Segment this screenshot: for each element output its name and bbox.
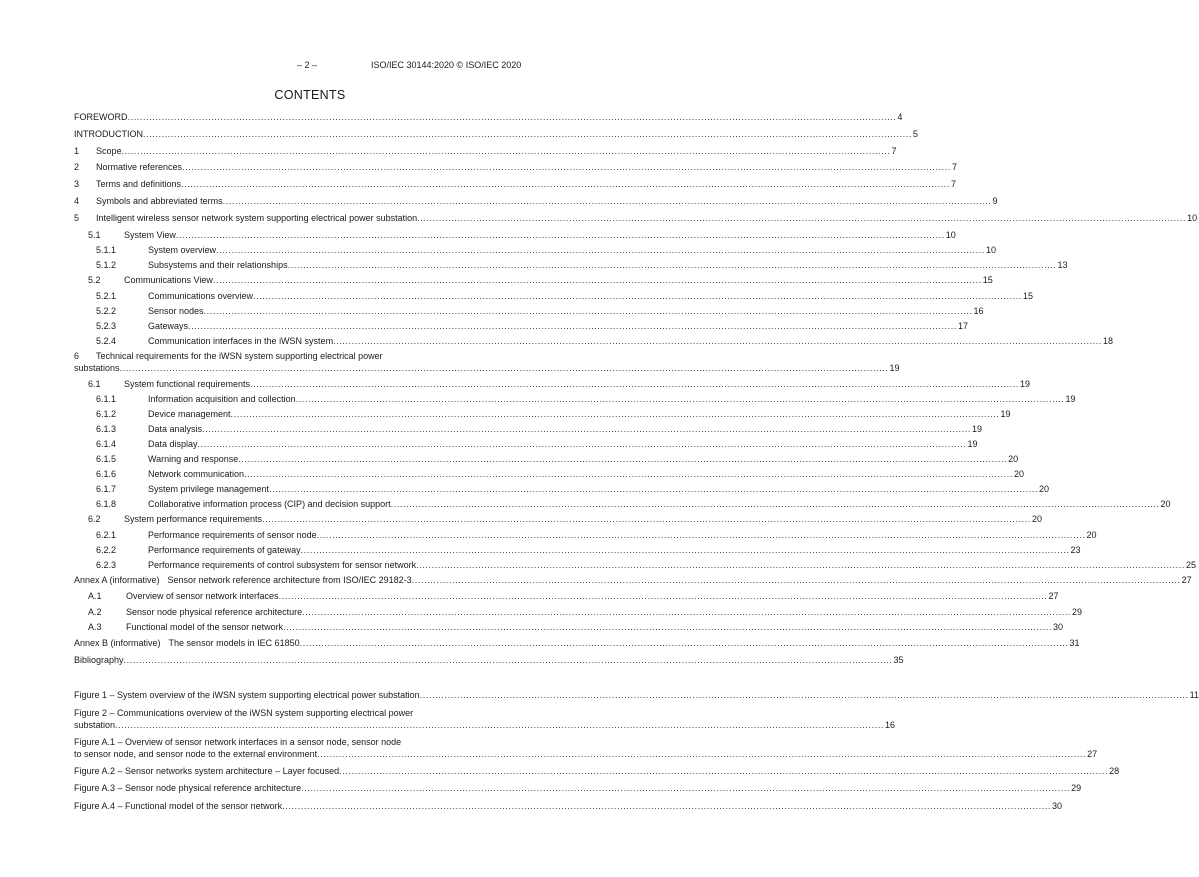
toc-entry-page: 17 xyxy=(957,320,968,331)
toc-entry-page: 19 xyxy=(1000,409,1011,420)
figure-entry-line: Figure 2 – Communications overview of the iWSN system supporting electrical power xyxy=(74,707,414,718)
dot-leader xyxy=(204,306,973,317)
dot-leader xyxy=(181,179,950,190)
toc-entry-title: Performance requirements of sensor node xyxy=(148,529,317,540)
toc-entry[interactable] xyxy=(74,145,897,163)
figure-entry[interactable] xyxy=(74,707,895,737)
figure-entry[interactable] xyxy=(74,690,1199,708)
dot-leader xyxy=(301,783,1070,794)
dot-leader xyxy=(333,336,1102,347)
toc-entry-number: 6.1.7 xyxy=(96,484,117,495)
toc-entry[interactable] xyxy=(74,454,1019,469)
dot-leader xyxy=(231,409,1000,420)
dot-leader xyxy=(391,499,1160,510)
toc-entry[interactable] xyxy=(74,654,904,672)
toc-entry-page: 4 xyxy=(897,112,903,122)
toc-entry[interactable] xyxy=(74,320,968,336)
toc-entry[interactable] xyxy=(74,394,1076,409)
dot-leader xyxy=(301,545,1070,556)
toc-entry[interactable] xyxy=(74,424,982,439)
dot-leader xyxy=(244,469,1013,480)
dot-leader xyxy=(253,291,1022,302)
toc-entry-page: 10 xyxy=(945,229,956,240)
dot-leader xyxy=(317,530,1086,541)
dot-leader xyxy=(417,213,1186,224)
toc-entry-page: 19 xyxy=(889,362,900,373)
toc-entry-page: 28 xyxy=(1109,765,1120,776)
toc-entry-page: 19 xyxy=(967,439,978,450)
toc-entry-title: System privilege management xyxy=(148,484,270,495)
dot-leader xyxy=(115,720,884,731)
toc-entry-page: 20 xyxy=(1038,484,1049,495)
toc-entry-page: 7 xyxy=(950,179,956,190)
toc-entry-title: substations xyxy=(74,362,120,373)
toc-entry-title: Communications View xyxy=(124,275,213,286)
toc-entry-page: 11 xyxy=(1189,690,1199,700)
dot-leader xyxy=(262,514,1031,525)
toc-entry-number: Annex B (informative) xyxy=(74,637,161,648)
toc-entry-page: 30 xyxy=(1053,622,1064,633)
toc-entry-line xyxy=(74,351,546,363)
toc-entry-number: Annex A (informative) xyxy=(74,574,160,585)
dot-leader xyxy=(279,591,1048,602)
page-title: CONTENTS xyxy=(274,88,346,102)
toc-entry-title: System overview xyxy=(148,245,217,256)
toc-entry-page: 27 xyxy=(1048,591,1059,602)
toc-entry-title: substation xyxy=(74,719,116,730)
toc-entry[interactable] xyxy=(74,409,1011,424)
toc-entry-page: 13 xyxy=(1057,260,1068,271)
toc-entry-page: 31 xyxy=(1069,637,1080,648)
toc-entry[interactable] xyxy=(74,112,903,129)
toc-entry-page: 20 xyxy=(1086,529,1097,540)
page-number: – 2 – xyxy=(297,60,318,70)
toc-entry-page: 23 xyxy=(1070,544,1081,555)
toc-entry-number: 5.1.1 xyxy=(96,245,117,256)
toc-entry-title: Data analysis xyxy=(148,424,203,435)
toc-entry-page: 27 xyxy=(1181,574,1192,585)
toc-entry-title: Information acquisition and collection xyxy=(148,394,296,405)
toc-entry-number: A.2 xyxy=(88,606,102,617)
toc-entry[interactable] xyxy=(74,514,1042,530)
toc-entry-title: Bibliography xyxy=(74,654,124,665)
toc-entry-title: Figure A.2 – Sensor networks system architecture – Layer focused xyxy=(74,765,340,776)
toc-entry-number: 6.1.5 xyxy=(96,454,117,465)
dot-leader xyxy=(420,690,1189,701)
toc-entry-number: 6.1.4 xyxy=(96,439,117,450)
toc-entry-title: Technical requirements for the iWSN system supporting electrical power xyxy=(96,350,383,361)
toc-entry-page: 7 xyxy=(891,145,897,156)
toc-entry-page: 29 xyxy=(1072,606,1083,617)
toc-entry[interactable] xyxy=(74,559,1197,575)
toc-entry-title: Sensor nodes xyxy=(148,305,204,316)
toc-entry-number: A.3 xyxy=(88,622,102,633)
toc-entry-title: Symbols and abbreviated terms xyxy=(96,195,223,206)
toc-entry-page: 15 xyxy=(982,275,993,286)
toc-entry-title: Gateways xyxy=(148,320,189,331)
figure-entry-line xyxy=(74,719,895,737)
toc-entry-title: Performance requirements of control subsystem for sensor network xyxy=(148,559,417,570)
dot-leader xyxy=(176,230,945,241)
dot-leader xyxy=(182,162,951,173)
toc-entry-number: 6.1.6 xyxy=(96,469,117,480)
toc-entry-page: 10 xyxy=(1187,212,1198,223)
toc-entry-number: 1 xyxy=(74,145,80,156)
toc-entry[interactable] xyxy=(74,260,1068,275)
toc-entry-title: Device management xyxy=(148,409,231,420)
toc-entry-title: Communications overview xyxy=(148,290,254,301)
toc-entry-number: 6.2.2 xyxy=(96,544,117,555)
toc-entry[interactable] xyxy=(74,637,1080,655)
toc-entry-title: Collaborative information process (CIP) and decision support xyxy=(148,499,391,510)
dot-leader xyxy=(124,655,893,666)
toc-entry[interactable] xyxy=(74,179,956,196)
toc-entry-page: 20 xyxy=(1013,469,1024,480)
toc-entry[interactable] xyxy=(74,529,1097,545)
toc-entry-page: 20 xyxy=(1031,514,1042,525)
toc-entry-title: The sensor models in IEC 61850 xyxy=(168,637,300,648)
dot-leader xyxy=(269,484,1038,495)
toc-entry[interactable] xyxy=(74,544,1081,560)
toc-entry[interactable] xyxy=(74,195,998,213)
toc-entry-page: 30 xyxy=(1052,800,1063,811)
toc-entry-title: Scope xyxy=(96,145,122,156)
dot-leader xyxy=(416,560,1185,571)
dot-leader xyxy=(317,749,1086,760)
toc-entry-number: 6.1.8 xyxy=(96,499,117,510)
toc-entry-title: Sensor node physical reference architecture xyxy=(126,606,303,617)
dot-leader xyxy=(223,196,992,207)
figure-entry[interactable] xyxy=(74,800,1063,819)
toc-entry-title: Warning and response xyxy=(148,454,239,465)
dot-leader xyxy=(339,766,1108,777)
toc-entry-number: 5.2.4 xyxy=(96,335,117,346)
list-of-figures xyxy=(74,690,1199,818)
toc-entry-page: 35 xyxy=(893,654,904,665)
table-of-contents xyxy=(74,112,1198,671)
dot-leader xyxy=(412,575,1181,586)
toc-entry-page: 19 xyxy=(971,424,982,435)
figure-entry[interactable] xyxy=(74,736,1098,766)
toc-entry[interactable] xyxy=(74,229,956,246)
toc-entry[interactable] xyxy=(74,378,1030,395)
toc-entry-title: Sensor network reference architecture from ISO/IEC 29182-3 xyxy=(167,574,412,585)
dot-leader xyxy=(296,394,1065,405)
dot-leader xyxy=(188,321,957,332)
toc-entry[interactable] xyxy=(74,439,978,454)
toc-entry-title: Terms and definitions xyxy=(96,179,182,190)
toc-entry-number: 5.2.3 xyxy=(96,320,117,331)
toc-entry-title: Functional model of the sensor network xyxy=(126,622,284,633)
toc-entry-page: 10 xyxy=(985,245,996,256)
toc-entry[interactable] xyxy=(74,128,918,146)
toc-entry-title: Data display xyxy=(148,439,198,450)
figure-entry-line xyxy=(74,748,1098,766)
toc-entry-page: 5 xyxy=(912,128,918,139)
dot-leader xyxy=(250,379,1019,390)
toc-entry-page: 19 xyxy=(1019,378,1030,389)
toc-entry-number: 6.1.2 xyxy=(96,409,117,420)
toc-entry-title: INTRODUCTION xyxy=(74,128,143,139)
dot-leader xyxy=(288,260,1057,271)
toc-entry-title: Figure A.3 – Sensor node physical reference architecture xyxy=(74,783,302,793)
toc-entry-page: 29 xyxy=(1071,783,1082,793)
toc-entry-number: 6.2 xyxy=(88,514,101,525)
toc-entry-page: 15 xyxy=(1022,290,1033,301)
toc-entry-page: 9 xyxy=(992,195,998,206)
toc-entry-title: Overview of sensor network interfaces xyxy=(126,591,279,602)
toc-entry[interactable] xyxy=(74,275,993,291)
toc-entry-page: 19 xyxy=(1065,394,1076,405)
toc-entry-title: Figure A.4 – Functional model of the sensor network xyxy=(74,800,283,811)
dot-leader xyxy=(216,245,985,256)
toc-entry-title: Communication interfaces in the iWSN system xyxy=(148,335,334,346)
toc-entry[interactable] xyxy=(74,335,1113,351)
toc-entry-title: to sensor node, and sensor node to the external environment xyxy=(74,748,318,759)
dot-leader xyxy=(122,146,891,157)
toc-entry-line xyxy=(74,362,900,379)
toc-entry-title: Performance requirements of gateway xyxy=(148,544,301,555)
figure-entry-line: Figure A.1 – Overview of sensor network interfaces in a sensor node, sensor node xyxy=(74,736,402,747)
toc-entry[interactable] xyxy=(74,622,1064,638)
toc-entry-number: 6 xyxy=(74,350,80,361)
toc-entry-page: 25 xyxy=(1186,559,1197,570)
toc-entry-page: 20 xyxy=(1160,499,1171,510)
dot-leader xyxy=(238,454,1007,465)
toc-entry[interactable] xyxy=(74,606,1083,623)
dot-leader xyxy=(282,801,1051,812)
dot-leader xyxy=(300,638,1069,649)
toc-entry[interactable] xyxy=(74,591,1059,607)
toc-entry-number: 4 xyxy=(74,195,80,206)
toc-entry-number: 6.1.3 xyxy=(96,424,117,435)
standard-header: ISO/IEC 30144:2020 © ISO/IEC 2020 xyxy=(371,60,522,70)
toc-entry-number: 5.1 xyxy=(88,229,101,240)
toc-entry-title: Figure 1 – System overview of the iWSN system supporting electrical power substation xyxy=(74,690,420,700)
dot-leader xyxy=(202,424,971,435)
toc-entry-number: 6.1 xyxy=(88,378,101,389)
toc-entry-page: 16 xyxy=(884,719,895,730)
toc-entry-number: 6.2.1 xyxy=(96,529,117,540)
toc-entry[interactable] xyxy=(74,290,1033,306)
toc-entry-page: 18 xyxy=(1102,335,1113,346)
toc-entry-title: System functional requirements xyxy=(124,378,251,389)
toc-entry[interactable] xyxy=(74,162,957,179)
toc-entry[interactable] xyxy=(74,574,1192,592)
toc-entry-title: Subsystems and their relationships xyxy=(148,260,288,271)
dot-leader xyxy=(213,275,982,286)
toc-entry-title: System performance requirements xyxy=(124,514,263,525)
toc-entry[interactable] xyxy=(74,469,1024,484)
dot-leader xyxy=(120,363,889,374)
figure-entry[interactable] xyxy=(74,783,1082,801)
toc-entry[interactable] xyxy=(74,499,1171,514)
toc-entry[interactable] xyxy=(74,212,1198,230)
figure-entry[interactable] xyxy=(74,765,1120,784)
toc-entry-number: 5.1.2 xyxy=(96,260,117,271)
dot-leader xyxy=(198,439,967,450)
toc-entry-number: 2 xyxy=(74,162,80,173)
toc-entry-title: Intelligent wireless sensor network system supporting electrical power substation xyxy=(96,212,418,223)
toc-entry-page: 7 xyxy=(951,162,957,173)
toc-entry-number: 5 xyxy=(74,212,80,223)
toc-entry-title: System View xyxy=(124,229,176,240)
toc-entry-page: 16 xyxy=(973,305,984,316)
dot-leader xyxy=(128,112,897,123)
toc-entry-number: 5.2.1 xyxy=(96,290,117,301)
toc-entry[interactable] xyxy=(74,305,984,321)
dot-leader xyxy=(302,607,1071,618)
toc-entry-page: 20 xyxy=(1008,454,1019,465)
toc-entry-number: 5.2 xyxy=(88,275,101,286)
dot-leader xyxy=(283,622,1052,633)
toc-entry[interactable] xyxy=(74,350,900,379)
toc-entry-number: 5.2.2 xyxy=(96,305,117,316)
toc-entry[interactable] xyxy=(74,484,1049,499)
toc-entry-page: 27 xyxy=(1087,748,1098,759)
toc-entry-number: A.1 xyxy=(88,591,102,602)
dot-leader xyxy=(143,129,912,140)
toc-entry[interactable] xyxy=(74,245,996,260)
toc-entry-title: Normative references xyxy=(96,162,183,173)
toc-entry-number: 6.1.1 xyxy=(96,394,117,405)
toc-entry-title: FOREWORD xyxy=(74,112,128,122)
toc-entry-title: Network communication xyxy=(148,469,245,480)
toc-entry-number: 3 xyxy=(74,179,80,190)
toc-entry-number: 6.2.3 xyxy=(96,559,117,570)
